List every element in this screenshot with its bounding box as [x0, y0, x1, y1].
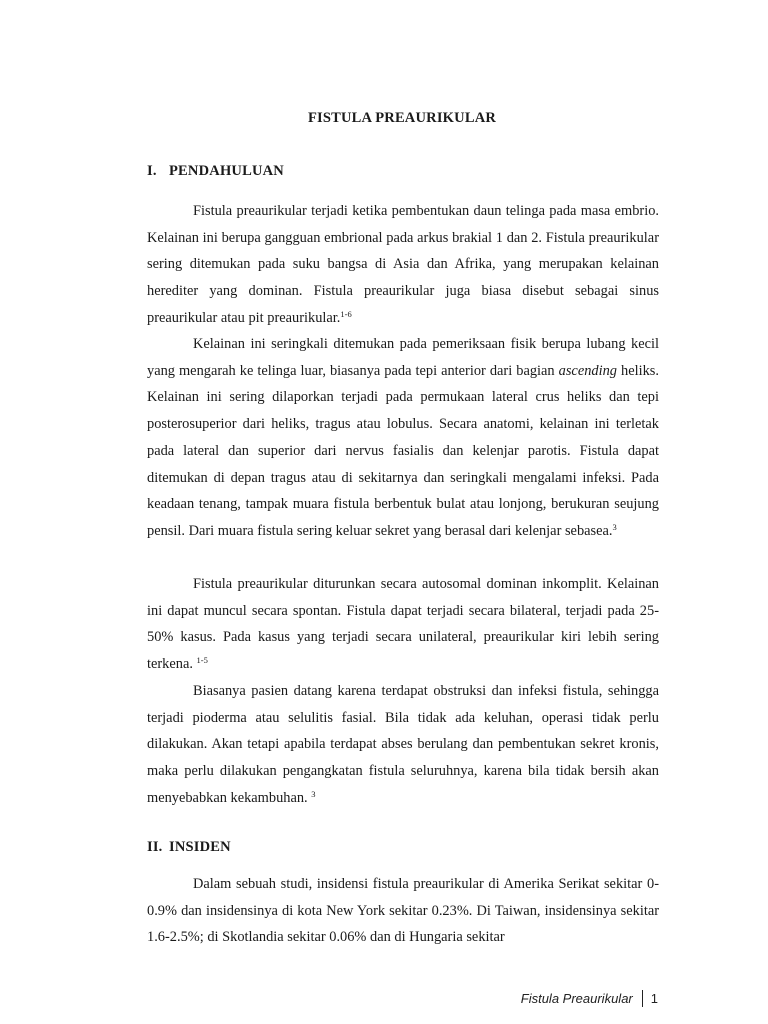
section-heading-insiden	[147, 839, 231, 856]
section-number: I.	[147, 163, 157, 179]
paragraph	[147, 871, 659, 951]
italic-term: ascending	[558, 362, 617, 379]
section-heading-pendahuluan	[147, 163, 284, 180]
paragraph-text: Kelainan ini seringkali ditemukan pada pemeriksaan fisik berupa lubang kecil yang mengarah ke telinga luar, biasanya pada tepi anterior dari bagian	[147, 336, 659, 379]
paragraph	[147, 571, 659, 678]
citation-ref: 1-5	[196, 655, 208, 666]
page-footer	[521, 990, 658, 1007]
citation-ref: 3	[311, 788, 316, 799]
citation-ref: 3	[612, 521, 617, 532]
paragraph-text: Fistula preaurikular terjadi ketika pembentukan daun telinga pada masa embrio. Kelainan ini berupa gangguan embrional pada arkus brakial 1 dan 2. Fistula preaurikular sering ditemukan pada suku bangsa di Asia dan Afrika, yang merupakan kelainan herediter yang dominan. Fistula preaurikular juga biasa disebut sebagai sinus preaurikular atau pit preaurikular.	[147, 203, 659, 326]
paragraph-text: heliks. Kelainan ini sering dilaporkan terjadi pada permukaan lateral crus heliks dan tepi posterosuperior dari heliks, tragus atau lobulus. Secara anatomi, kelainan ini terletak pada lateral dan superior dari nervus fasialis dan kelenjar parotis. Fistula dapat ditemukan di depan tragus atau di sekitarnya dan seringkali mengalami infeksi. Pada keadaan tenang, tampak muara fistula berbentuk bulat atau lonjong, berukuran seujung pensil. Dari muara fistula sering keluar sekret yang berasal dari kelenjar sebasea.	[147, 362, 659, 539]
paragraph	[147, 678, 659, 812]
section-heading-text: PENDAHULUAN	[169, 163, 284, 179]
paragraph-text: Biasanya pasien datang karena terdapat obstruksi dan infeksi fistula, sehingga terjadi pioderma atau selulitis fasial. Bila tidak ada keluhan, operasi tidak perlu dilakukan. Akan tetapi apabila terdapat abses berulang dan pembentukan sekret kronis, maka perlu dilakukan pengangkatan fistula seluruhnya, karena bila tidak bersih akan menyebabkan kekambuhan.	[147, 683, 659, 806]
footer-divider	[642, 990, 643, 1007]
document-title: FISTULA PREAURIKULAR	[307, 110, 497, 126]
footer-title: Fistula Preaurikular	[520, 991, 633, 1006]
page-number: 1	[650, 991, 658, 1006]
section-heading-text: INSIDEN	[169, 839, 231, 855]
paragraph	[147, 331, 659, 545]
paragraph-text: Dalam sebuah studi, insidensi fistula preaurikular di Amerika Serikat sekitar 0-0.9% dan insidensinya di kota New York sekitar 0.23%. Di Taiwan, insidensinya sekitar 1.6-2.5%; di Skotlandia sekitar 0.06% dan di Hungaria sekitar	[147, 876, 659, 946]
paragraph-text: Fistula preaurikular diturunkan secara autosomal dominan inkomplit. Kelainan ini dapat muncul secara spontan. Fistula dapat terjadi secara bilateral, terjadi pada 25-50% kasus. Pada kasus yang terjadi secara unilateral, preaurikular kiri lebih sering terkena.	[147, 576, 659, 673]
paragraph	[147, 198, 659, 332]
citation-ref: 1-6	[340, 308, 352, 319]
section-number: II.	[147, 839, 163, 855]
